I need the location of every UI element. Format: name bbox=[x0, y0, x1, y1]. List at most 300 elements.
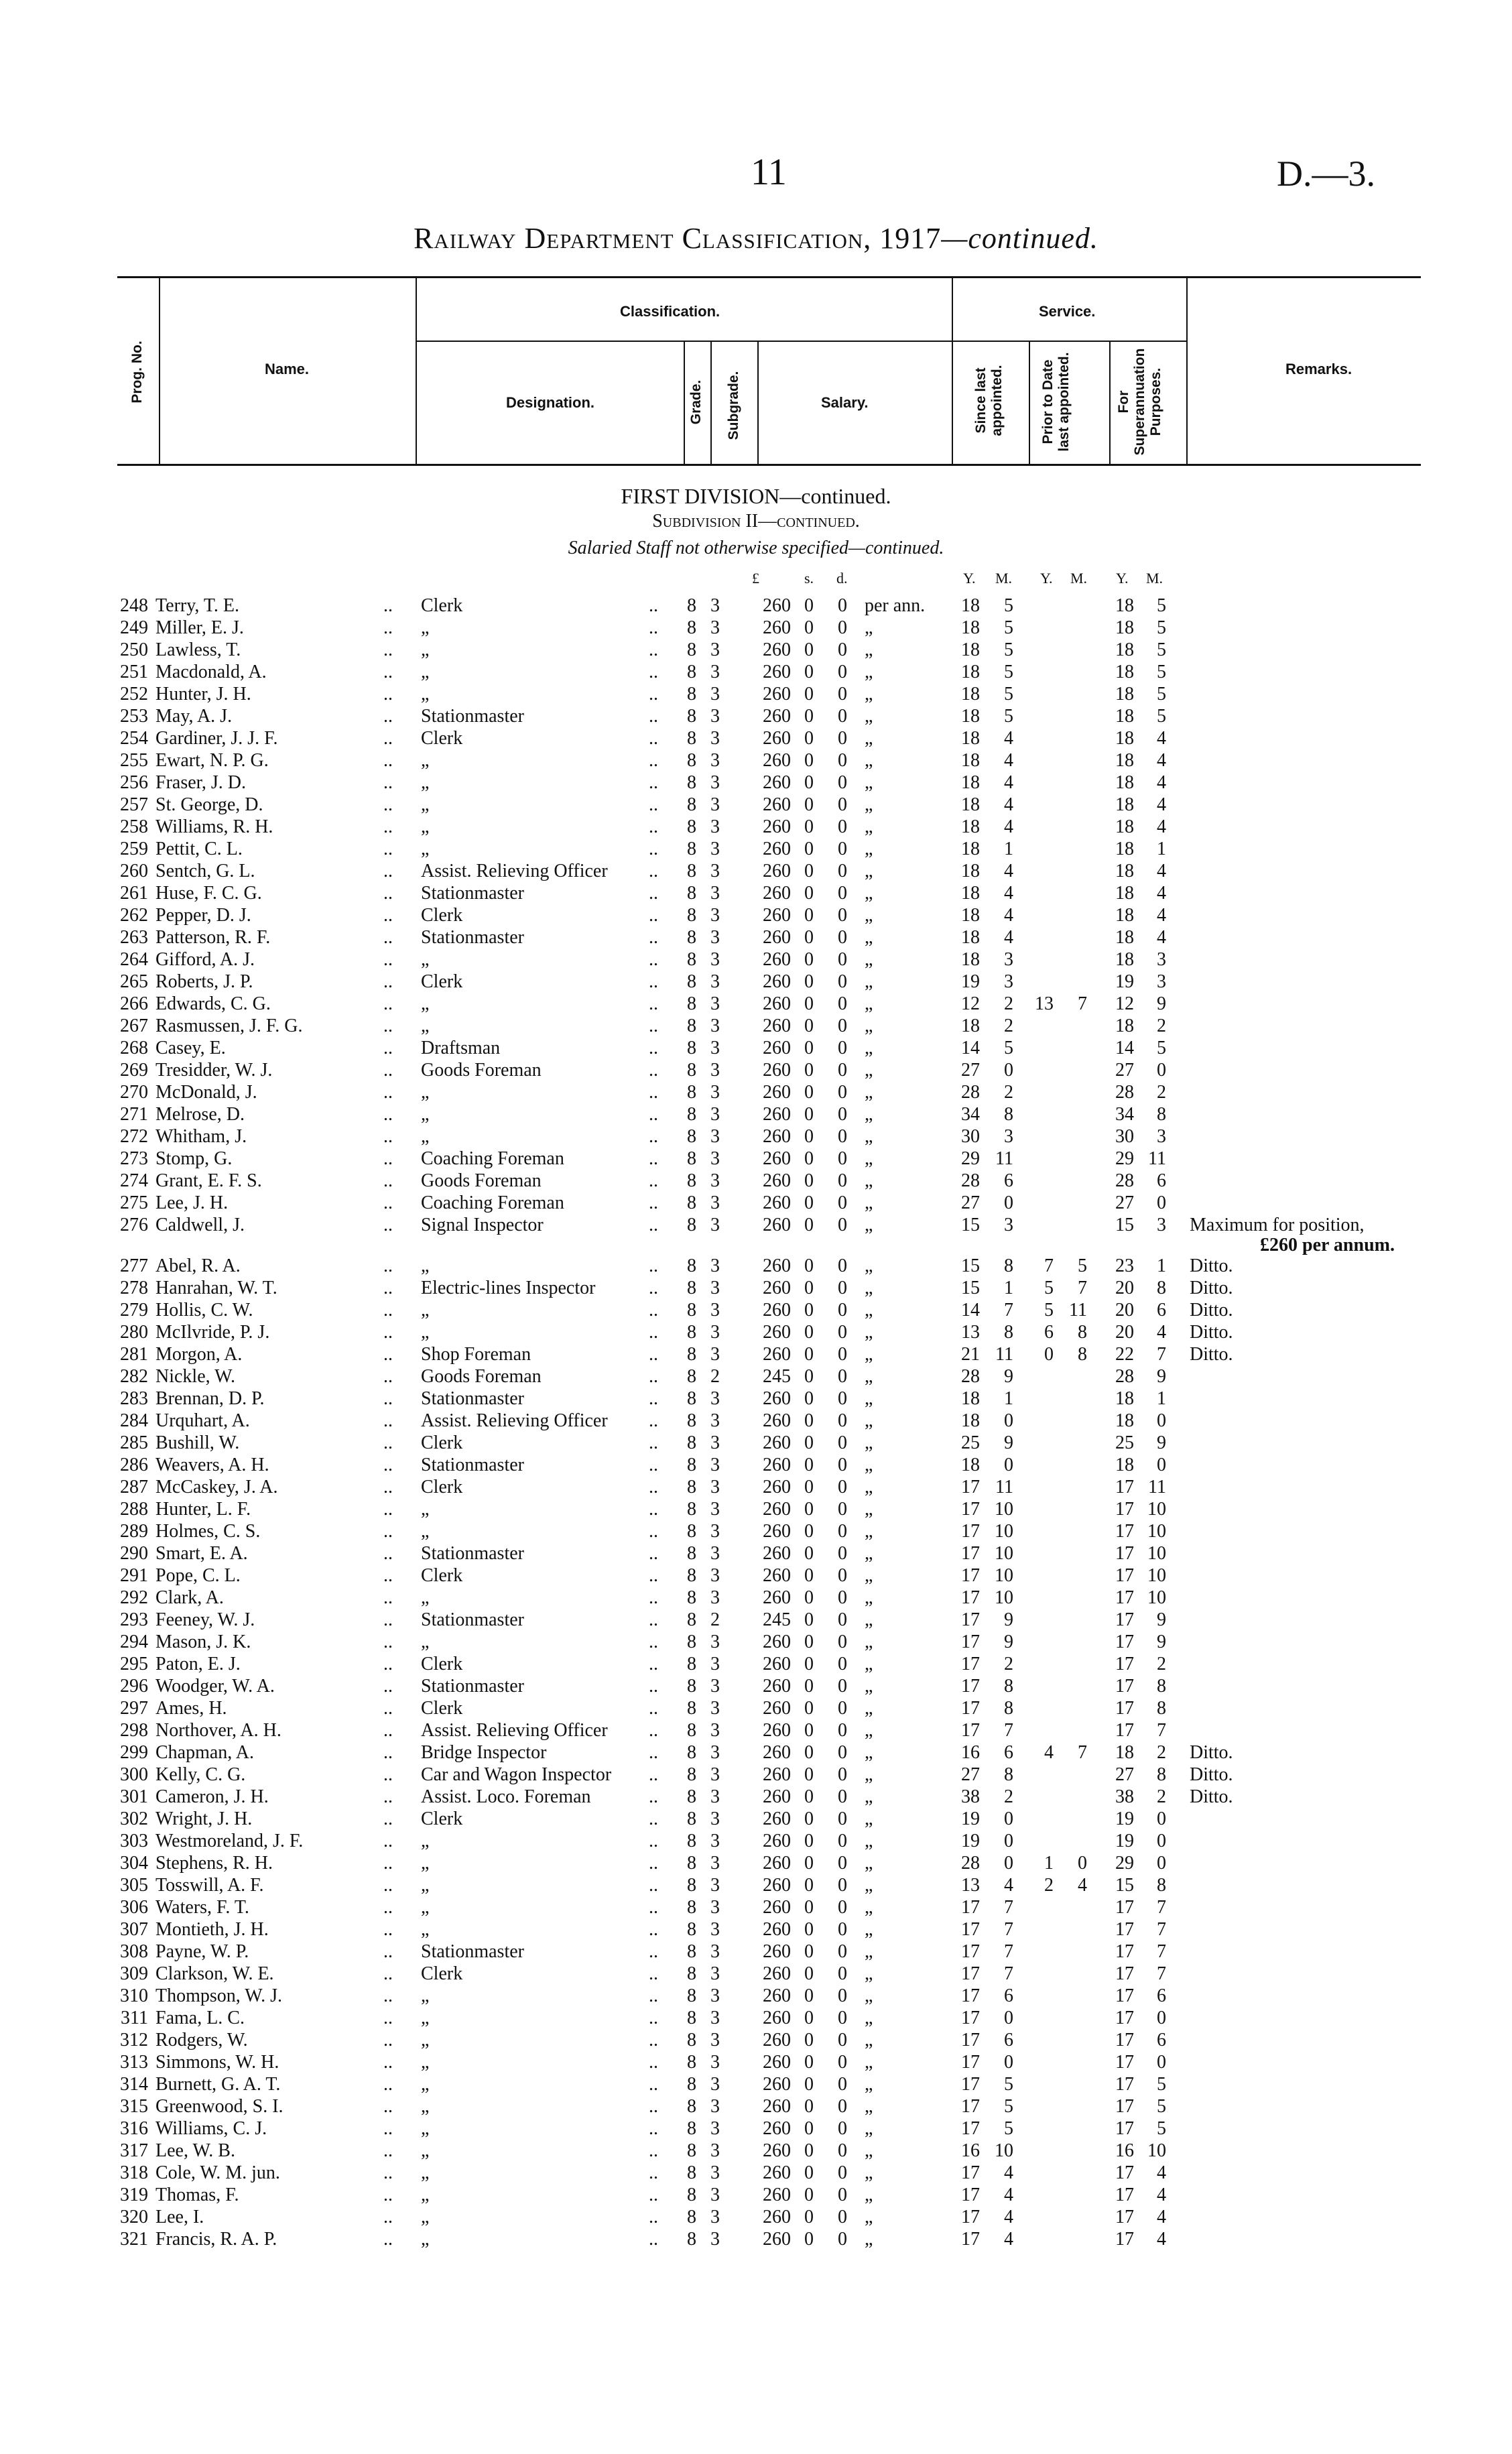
remarks-cell: Ditto. bbox=[1190, 1764, 1233, 1785]
table-row bbox=[0, 1192, 1512, 1215]
since-years-cell: 18 bbox=[961, 728, 980, 749]
super-months-cell: 8 bbox=[1157, 1875, 1166, 1896]
leader-dots: .. bbox=[649, 1148, 658, 1169]
leader-dots: .. bbox=[649, 1170, 658, 1191]
super-years-cell: 18 bbox=[1115, 1410, 1134, 1431]
designation-cell: Stationmaster bbox=[421, 1941, 524, 1962]
grade-cell: 8 bbox=[687, 1060, 696, 1081]
name-cell: Gardiner, J. J. F. bbox=[155, 728, 278, 749]
designation-cell: „ bbox=[421, 1322, 430, 1343]
leader-dots: .. bbox=[383, 861, 393, 881]
salary-period-cell: „ bbox=[865, 1060, 873, 1081]
salary-period-cell: „ bbox=[865, 1499, 873, 1520]
name-cell: May, A. J. bbox=[155, 706, 233, 727]
leader-dots: .. bbox=[383, 883, 393, 904]
since-years-cell: 15 bbox=[961, 1215, 980, 1235]
since-months-cell: 0 bbox=[1004, 1060, 1013, 1081]
super-years-cell: 25 bbox=[1115, 1432, 1134, 1453]
salary-pence-cell: 0 bbox=[838, 1060, 847, 1081]
salary-pence-cell: 0 bbox=[838, 1786, 847, 1807]
leader-dots: .. bbox=[649, 1344, 658, 1365]
remarks-cell: Ditto. bbox=[1190, 1786, 1233, 1807]
name-cell: McIlvride, P. J. bbox=[155, 1322, 270, 1343]
prog-no-cell: 270 bbox=[120, 1082, 148, 1103]
super-months-cell: 11 bbox=[1148, 1477, 1166, 1497]
super-months-cell: 5 bbox=[1157, 684, 1166, 704]
leader-dots: .. bbox=[383, 1300, 393, 1321]
designation-cell: „ bbox=[421, 2096, 430, 2117]
salary-period-cell: „ bbox=[865, 639, 873, 660]
salary-period-cell: „ bbox=[865, 2118, 873, 2139]
prog-no-cell: 295 bbox=[120, 1654, 148, 1674]
leader-dots: .. bbox=[383, 2052, 393, 2073]
super-years-cell: 17 bbox=[1115, 1609, 1134, 1630]
since-months-cell: 5 bbox=[1004, 1038, 1013, 1058]
salary-shillings-cell: 0 bbox=[804, 1278, 814, 1298]
since-years-cell: 14 bbox=[961, 1038, 980, 1058]
grade-cell: 8 bbox=[687, 861, 696, 881]
table-row bbox=[0, 839, 1512, 861]
super-years-cell: 17 bbox=[1115, 2185, 1134, 2205]
leader-dots: .. bbox=[649, 2052, 658, 2073]
super-years-cell: 18 bbox=[1115, 816, 1134, 837]
super-months-cell: 6 bbox=[1157, 2030, 1166, 2050]
super-years-cell: 17 bbox=[1115, 1565, 1134, 1586]
designation-cell: „ bbox=[421, 1255, 430, 1276]
table-row bbox=[0, 1104, 1512, 1126]
since-years-cell: 28 bbox=[961, 1853, 980, 1874]
table-row bbox=[0, 1344, 1512, 1366]
since-years-cell: 17 bbox=[961, 2118, 980, 2139]
grade-cell: 8 bbox=[687, 949, 696, 970]
leader-dots: .. bbox=[649, 993, 658, 1014]
subgrade-cell: 3 bbox=[710, 1764, 720, 1785]
salary-period-cell: „ bbox=[865, 1543, 873, 1564]
grade-cell: 8 bbox=[687, 1148, 696, 1169]
salary-period-cell: „ bbox=[865, 1192, 873, 1213]
salary-pounds-cell: 260 bbox=[763, 750, 791, 771]
table-row bbox=[0, 1016, 1512, 1038]
leader-dots: .. bbox=[383, 684, 393, 704]
super-years-cell: 18 bbox=[1115, 861, 1134, 881]
prog-no-cell: 264 bbox=[120, 949, 148, 970]
salary-period-cell: „ bbox=[865, 1477, 873, 1497]
salary-period-cell: „ bbox=[865, 839, 873, 859]
super-years-cell: 19 bbox=[1115, 1808, 1134, 1829]
super-months-cell: 1 bbox=[1157, 839, 1166, 859]
salary-period-cell: „ bbox=[865, 2162, 873, 2183]
since-years-cell: 28 bbox=[961, 1082, 980, 1103]
designation-cell: Clerk bbox=[421, 1654, 463, 1674]
salary-period-cell: „ bbox=[865, 684, 873, 704]
since-years-cell: 17 bbox=[961, 2096, 980, 2117]
salary-shillings-cell: 0 bbox=[804, 1060, 814, 1081]
super-years-cell: 18 bbox=[1115, 772, 1134, 793]
super-years-cell: 17 bbox=[1115, 2162, 1134, 2183]
super-months-cell: 4 bbox=[1157, 905, 1166, 926]
salary-pence-cell: 0 bbox=[838, 1104, 847, 1125]
prior-months-cell: 7 bbox=[1078, 1278, 1087, 1298]
leader-dots: .. bbox=[649, 1742, 658, 1763]
designation-cell: Clerk bbox=[421, 1808, 463, 1829]
salary-shillings-cell: 0 bbox=[804, 662, 814, 682]
salary-pounds-cell: 260 bbox=[763, 1654, 791, 1674]
header-bottom-rule bbox=[117, 464, 1421, 466]
prog-no-cell: 292 bbox=[120, 1587, 148, 1608]
table-row bbox=[0, 1919, 1512, 1941]
name-cell: Melrose, D. bbox=[155, 1104, 245, 1125]
designation-cell: Electric-lines Inspector bbox=[421, 1278, 596, 1298]
salary-period-cell: „ bbox=[865, 1344, 873, 1365]
salary-shillings-cell: 0 bbox=[804, 1632, 814, 1652]
super-months-cell: 2 bbox=[1157, 1654, 1166, 1674]
name-cell: Abel, R. A. bbox=[155, 1255, 241, 1276]
since-years-cell: 17 bbox=[961, 1521, 980, 1542]
salary-shillings-cell: 0 bbox=[804, 2140, 814, 2161]
salary-pounds-cell: 260 bbox=[763, 1432, 791, 1453]
salary-shillings-cell: 0 bbox=[804, 1432, 814, 1453]
leader-dots: .. bbox=[383, 595, 393, 616]
salary-pounds-cell: 260 bbox=[763, 728, 791, 749]
subgrade-cell: 3 bbox=[710, 1104, 720, 1125]
since-months-cell: 0 bbox=[1004, 1455, 1013, 1475]
since-years-cell: 18 bbox=[961, 617, 980, 638]
prog-no-cell: 307 bbox=[120, 1919, 148, 1940]
since-years-cell: 17 bbox=[961, 2008, 980, 2028]
leader-dots: .. bbox=[649, 1366, 658, 1387]
since-years-cell: 17 bbox=[961, 1654, 980, 1674]
salary-period-cell: „ bbox=[865, 2185, 873, 2205]
prog-no-cell: 267 bbox=[120, 1016, 148, 1036]
salary-pence-cell: 0 bbox=[838, 1170, 847, 1191]
since-years-cell: 18 bbox=[961, 662, 980, 682]
super-years-cell: 17 bbox=[1115, 1919, 1134, 1940]
salary-shillings-cell: 0 bbox=[804, 1565, 814, 1586]
table-row bbox=[0, 993, 1512, 1016]
name-cell: Waters, F. T. bbox=[155, 1897, 249, 1918]
salary-shillings-cell: 0 bbox=[804, 1543, 814, 1564]
salary-pounds-cell: 260 bbox=[763, 1192, 791, 1213]
salary-pence-cell: 0 bbox=[838, 1919, 847, 1940]
subgrade-cell: 3 bbox=[710, 2162, 720, 2183]
since-months-cell: 4 bbox=[1004, 750, 1013, 771]
leader-dots: .. bbox=[649, 2096, 658, 2117]
salary-shillings-cell: 0 bbox=[804, 1698, 814, 1719]
salary-pence-cell: 0 bbox=[838, 1808, 847, 1829]
grade-cell: 8 bbox=[687, 1831, 696, 1851]
salary-pence-cell: 0 bbox=[838, 1148, 847, 1169]
name-cell: Stomp, G. bbox=[155, 1148, 233, 1169]
grade-cell: 8 bbox=[687, 1565, 696, 1586]
super-months-cell: 5 bbox=[1157, 662, 1166, 682]
salary-shillings-cell: 0 bbox=[804, 2008, 814, 2028]
since-years-cell: 17 bbox=[961, 1587, 980, 1608]
prog-no-cell: 296 bbox=[120, 1676, 148, 1697]
name-cell: Woodger, W. A. bbox=[155, 1676, 275, 1697]
name-cell: Sentch, G. L. bbox=[155, 861, 255, 881]
table-row bbox=[0, 1432, 1512, 1455]
salary-shillings-cell: 0 bbox=[804, 2229, 814, 2250]
super-months-cell: 7 bbox=[1157, 1344, 1166, 1365]
leader-dots: .. bbox=[649, 2207, 658, 2227]
grade-cell: 8 bbox=[687, 2008, 696, 2028]
salary-pence-cell: 0 bbox=[838, 2074, 847, 2095]
designation-cell: „ bbox=[421, 772, 430, 793]
prog-no-cell: 309 bbox=[120, 1963, 148, 1984]
designation-cell: „ bbox=[421, 1853, 430, 1874]
name-cell: Montieth, J. H. bbox=[155, 1919, 269, 1940]
salary-pounds-cell: 260 bbox=[763, 1170, 791, 1191]
designation-cell: Clerk bbox=[421, 1432, 463, 1453]
super-months-cell: 11 bbox=[1148, 1148, 1166, 1169]
salary-pence-cell: 0 bbox=[838, 1764, 847, 1785]
designation-cell: Goods Foreman bbox=[421, 1170, 542, 1191]
salary-shillings-cell: 0 bbox=[804, 2162, 814, 2183]
designation-cell: Clerk bbox=[421, 1963, 463, 1984]
remarks-cell: Ditto. bbox=[1190, 1322, 1233, 1343]
name-cell: Hollis, C. W. bbox=[155, 1300, 253, 1321]
designation-cell: Stationmaster bbox=[421, 706, 524, 727]
designation-cell: Coaching Foreman bbox=[421, 1148, 564, 1169]
super-years-cell: 17 bbox=[1115, 2008, 1134, 2028]
prog-no-cell: 318 bbox=[120, 2162, 148, 2183]
subgrade-cell: 3 bbox=[710, 816, 720, 837]
salary-shillings-cell: 0 bbox=[804, 1521, 814, 1542]
since-years-cell: 34 bbox=[961, 1104, 980, 1125]
since-years-cell: 17 bbox=[961, 2052, 980, 2073]
designation-cell: „ bbox=[421, 1875, 430, 1896]
leader-dots: .. bbox=[649, 927, 658, 948]
subgrade-cell: 3 bbox=[710, 971, 720, 992]
since-months-cell: 5 bbox=[1004, 684, 1013, 704]
salary-pounds-cell: 260 bbox=[763, 1521, 791, 1542]
super-months-cell: 9 bbox=[1157, 1609, 1166, 1630]
salary-period-cell: „ bbox=[865, 1521, 873, 1542]
since-years-cell: 15 bbox=[961, 1255, 980, 1276]
designation-cell: „ bbox=[421, 1126, 430, 1147]
super-years-cell: 12 bbox=[1115, 993, 1134, 1014]
name-cell: Simmons, W. H. bbox=[155, 2052, 279, 2073]
subgrade-cell: 3 bbox=[710, 2229, 720, 2250]
prog-no-cell: 321 bbox=[120, 2229, 148, 2250]
unit-pound: £ bbox=[752, 570, 759, 587]
table-row bbox=[0, 772, 1512, 794]
remarks-cell: Ditto. bbox=[1190, 1300, 1233, 1321]
leader-dots: .. bbox=[383, 1587, 393, 1608]
since-months-cell: 3 bbox=[1004, 971, 1013, 992]
designation-cell: Clerk bbox=[421, 1698, 463, 1719]
since-months-cell: 2 bbox=[1004, 993, 1013, 1014]
super-months-cell: 7 bbox=[1157, 1963, 1166, 1984]
leader-dots: .. bbox=[649, 639, 658, 660]
leader-dots: .. bbox=[383, 1366, 393, 1387]
salary-shillings-cell: 0 bbox=[804, 794, 814, 815]
grade-cell: 8 bbox=[687, 1344, 696, 1365]
salary-pounds-cell: 260 bbox=[763, 1410, 791, 1431]
designation-cell: „ bbox=[421, 2162, 430, 2183]
name-cell: Greenwood, S. I. bbox=[155, 2096, 284, 2117]
designation-cell: Goods Foreman bbox=[421, 1060, 542, 1081]
super-months-cell: 5 bbox=[1157, 2118, 1166, 2139]
salary-pounds-cell: 260 bbox=[763, 2030, 791, 2050]
header-divider bbox=[1029, 341, 1030, 466]
header-classification: Classification. bbox=[620, 303, 720, 320]
table-row bbox=[0, 794, 1512, 816]
subgrade-cell: 3 bbox=[710, 1654, 720, 1674]
table-row bbox=[0, 1742, 1512, 1764]
salary-shillings-cell: 0 bbox=[804, 1676, 814, 1697]
salary-shillings-cell: 0 bbox=[804, 1038, 814, 1058]
name-cell: Weavers, A. H. bbox=[155, 1455, 269, 1475]
since-months-cell: 10 bbox=[995, 1587, 1013, 1608]
since-years-cell: 17 bbox=[961, 1676, 980, 1697]
designation-cell: „ bbox=[421, 2185, 430, 2205]
super-months-cell: 4 bbox=[1157, 2185, 1166, 2205]
unit-prior-y: Y. bbox=[1040, 570, 1053, 587]
leader-dots: .. bbox=[649, 1764, 658, 1785]
salary-period-cell: „ bbox=[865, 1853, 873, 1874]
subgrade-cell: 3 bbox=[710, 1676, 720, 1697]
salary-pounds-cell: 260 bbox=[763, 2008, 791, 2028]
since-months-cell: 6 bbox=[1004, 1985, 1013, 2006]
name-cell: McDonald, J. bbox=[155, 1082, 257, 1103]
salary-shillings-cell: 0 bbox=[804, 772, 814, 793]
super-months-cell: 7 bbox=[1157, 1941, 1166, 1962]
salary-period-cell: „ bbox=[865, 1104, 873, 1125]
salary-pounds-cell: 260 bbox=[763, 1941, 791, 1962]
prog-no-cell: 313 bbox=[120, 2052, 148, 2073]
since-months-cell: 8 bbox=[1004, 1322, 1013, 1343]
super-years-cell: 30 bbox=[1115, 1126, 1134, 1147]
grade-cell: 8 bbox=[687, 1455, 696, 1475]
leader-dots: .. bbox=[649, 750, 658, 771]
subgrade-cell: 3 bbox=[710, 1919, 720, 1940]
super-months-cell: 4 bbox=[1157, 728, 1166, 749]
prog-no-cell: 260 bbox=[120, 861, 148, 881]
super-years-cell: 20 bbox=[1115, 1278, 1134, 1298]
super-months-cell: 0 bbox=[1157, 1060, 1166, 1081]
name-cell: Lee, W. B. bbox=[155, 2140, 235, 2161]
table-row bbox=[0, 861, 1512, 883]
salary-shillings-cell: 0 bbox=[804, 1963, 814, 1984]
leader-dots: .. bbox=[383, 1038, 393, 1058]
leader-dots: .. bbox=[383, 772, 393, 793]
remarks-cell: Ditto. bbox=[1190, 1742, 1233, 1763]
since-months-cell: 1 bbox=[1004, 839, 1013, 859]
subgrade-cell: 3 bbox=[710, 1963, 720, 1984]
subgrade-cell: 3 bbox=[710, 1300, 720, 1321]
super-years-cell: 18 bbox=[1115, 927, 1134, 948]
subgrade-cell: 3 bbox=[710, 1499, 720, 1520]
super-years-cell: 17 bbox=[1115, 2096, 1134, 2117]
salary-pence-cell: 0 bbox=[838, 905, 847, 926]
subgrade-cell: 3 bbox=[710, 1985, 720, 2006]
salary-period-cell: „ bbox=[865, 816, 873, 837]
table-row bbox=[0, 1831, 1512, 1853]
salary-pence-cell: 0 bbox=[838, 2162, 847, 2183]
since-years-cell: 17 bbox=[961, 1985, 980, 2006]
salary-pence-cell: 0 bbox=[838, 1941, 847, 1962]
salary-shillings-cell: 0 bbox=[804, 883, 814, 904]
super-months-cell: 0 bbox=[1157, 2052, 1166, 2073]
super-months-cell: 2 bbox=[1157, 1742, 1166, 1763]
salary-period-cell: „ bbox=[865, 1919, 873, 1940]
table-row bbox=[0, 1170, 1512, 1192]
leader-dots: .. bbox=[383, 1255, 393, 1276]
name-cell: Grant, E. F. S. bbox=[155, 1170, 262, 1191]
designation-cell: Clerk bbox=[421, 1565, 463, 1586]
salary-pence-cell: 0 bbox=[838, 1038, 847, 1058]
table-row bbox=[0, 1963, 1512, 1985]
since-years-cell: 27 bbox=[961, 1060, 980, 1081]
leader-dots: .. bbox=[383, 1170, 393, 1191]
salary-pence-cell: 0 bbox=[838, 1565, 847, 1586]
super-months-cell: 4 bbox=[1157, 2207, 1166, 2227]
subgrade-cell: 3 bbox=[710, 927, 720, 948]
name-cell: Paton, E. J. bbox=[155, 1654, 241, 1674]
salary-pence-cell: 0 bbox=[838, 1126, 847, 1147]
salary-pence-cell: 0 bbox=[838, 1543, 847, 1564]
designation-cell: „ bbox=[421, 2074, 430, 2095]
subgrade-cell: 3 bbox=[710, 1455, 720, 1475]
super-years-cell: 18 bbox=[1115, 639, 1134, 660]
super-years-cell: 17 bbox=[1115, 1587, 1134, 1608]
salary-pounds-cell: 260 bbox=[763, 1278, 791, 1298]
salary-pounds-cell: 260 bbox=[763, 883, 791, 904]
since-years-cell: 18 bbox=[961, 816, 980, 837]
subgrade-cell: 3 bbox=[710, 728, 720, 749]
header-service: Service. bbox=[1039, 303, 1096, 320]
since-months-cell: 4 bbox=[1004, 1875, 1013, 1896]
leader-dots: .. bbox=[383, 1543, 393, 1564]
super-months-cell: 3 bbox=[1157, 1126, 1166, 1147]
salary-period-cell: „ bbox=[865, 2030, 873, 2050]
salary-pounds-cell: 260 bbox=[763, 1322, 791, 1343]
header-name: Name. bbox=[265, 361, 310, 377]
prog-no-cell: 287 bbox=[120, 1477, 148, 1497]
salary-pence-cell: 0 bbox=[838, 639, 847, 660]
salary-pence-cell: 0 bbox=[838, 1410, 847, 1431]
designation-cell: „ bbox=[421, 684, 430, 704]
since-months-cell: 4 bbox=[1004, 2185, 1013, 2205]
super-years-cell: 18 bbox=[1115, 839, 1134, 859]
prog-no-cell: 288 bbox=[120, 1499, 148, 1520]
since-years-cell: 18 bbox=[961, 639, 980, 660]
leader-dots: .. bbox=[383, 2185, 393, 2205]
designation-cell: Bridge Inspector bbox=[421, 1742, 547, 1763]
salary-period-cell: „ bbox=[865, 1082, 873, 1103]
salary-pounds-cell: 260 bbox=[763, 949, 791, 970]
salary-shillings-cell: 0 bbox=[804, 639, 814, 660]
super-years-cell: 18 bbox=[1115, 595, 1134, 616]
page-number: 11 bbox=[751, 151, 787, 193]
salary-pounds-cell: 260 bbox=[763, 662, 791, 682]
salary-shillings-cell: 0 bbox=[804, 816, 814, 837]
salary-pounds-cell: 260 bbox=[763, 861, 791, 881]
salary-shillings-cell: 0 bbox=[804, 2118, 814, 2139]
leader-dots: .. bbox=[383, 1764, 393, 1785]
table-row bbox=[0, 1322, 1512, 1344]
salary-pounds-cell: 260 bbox=[763, 617, 791, 638]
super-months-cell: 5 bbox=[1157, 639, 1166, 660]
name-cell: Terry, T. E. bbox=[155, 595, 240, 616]
salary-shillings-cell: 0 bbox=[804, 1170, 814, 1191]
salary-pounds-cell: 260 bbox=[763, 1215, 791, 1235]
since-months-cell: 11 bbox=[995, 1148, 1013, 1169]
salary-pence-cell: 0 bbox=[838, 1432, 847, 1453]
salary-pence-cell: 0 bbox=[838, 2185, 847, 2205]
subgrade-cell: 3 bbox=[710, 883, 720, 904]
